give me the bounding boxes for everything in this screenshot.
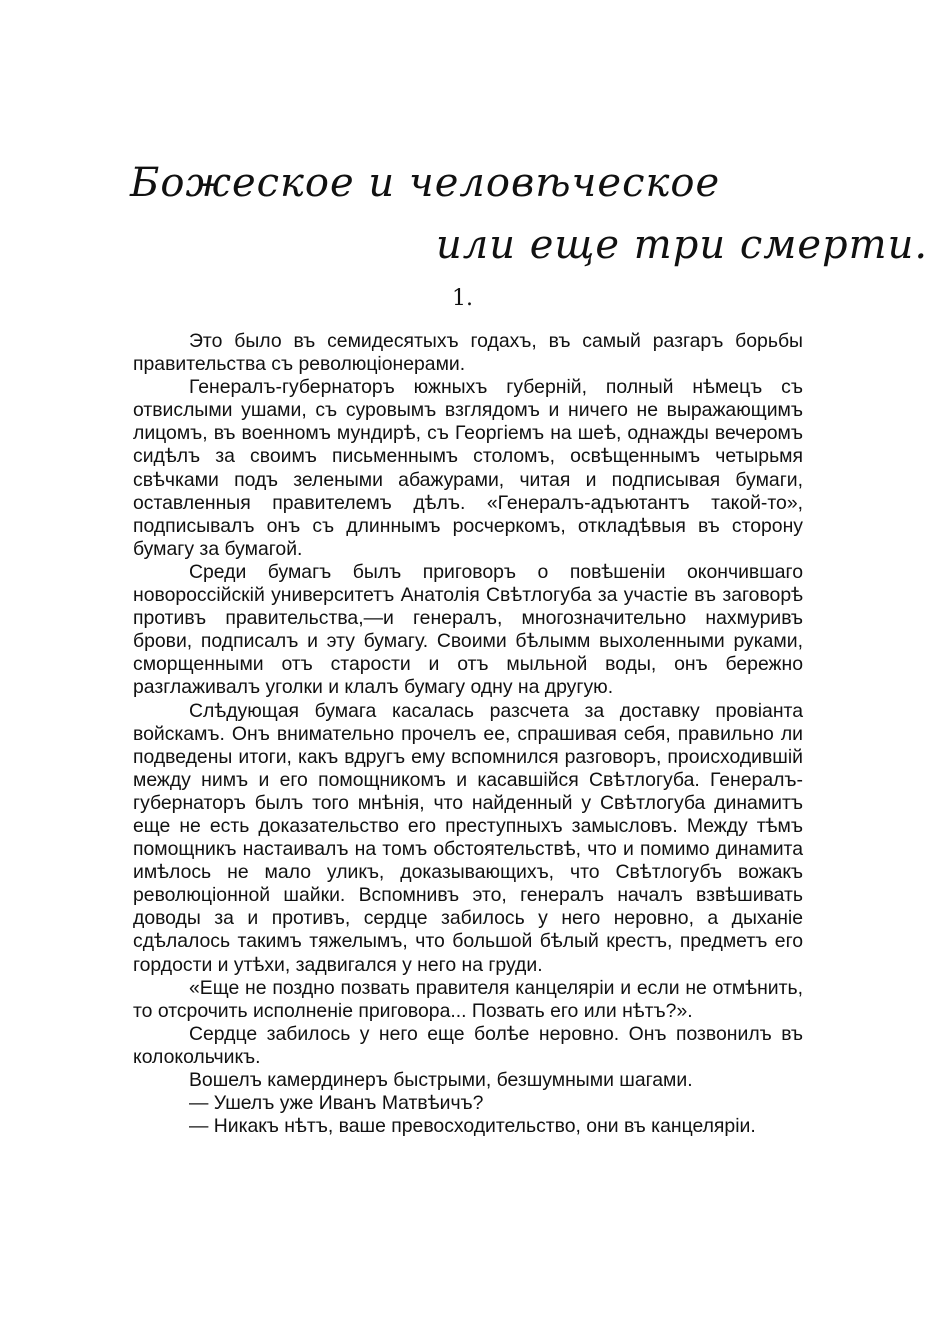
paragraph: «Еще не поздно позвать правителя канцеляріи и если не отмѣнить, то отсрочить исполненіе приговора... Позвать его или нѣтъ?». bbox=[133, 976, 803, 1022]
title-line-2: или еще три смерти. bbox=[436, 222, 929, 268]
title-line-1: Божеское и человѣческое bbox=[130, 160, 721, 206]
paragraph: Вошелъ камердинеръ быстрыми, безшумными шагами. bbox=[189, 1069, 693, 1091]
paragraph: Это было въ семидесятыхъ годахъ, въ самый разгаръ борьбы правительства съ революціонерами. bbox=[133, 330, 803, 376]
paragraph: — Ушелъ уже Иванъ Матвѣичъ? bbox=[189, 1092, 484, 1115]
paragraph: Сердце забилось у него еще болѣе неровно. Онъ позвонилъ въ колокольчикъ. bbox=[133, 1022, 803, 1068]
paragraph: Слѣдующая бумага касалась разсчета за доставку провіанта войскамъ. Онъ внимательно прочелъ ее, спрашивая себя, правильно ли подведены итоги, какъ вдругъ ему вспомнился разговоръ, происходившій между нимъ и его помощникомъ и касавшійся Свѣтлогуба. Генералъ-губернаторъ былъ того мнѣнія, что найденный у Свѣтлогуба динамитъ еще не есть доказательство его преступныхъ замысловъ. Между тѣмъ помощникъ настаивалъ на томъ обстоятельствѣ, что и помимо динамита имѣлось не мало уликъ, доказывающихъ, что Свѣтлогубъ вожакъ революціонной шайки. Вспомнивъ это, генералъ началъ взвѣшивать доводы за и противъ, сердце забилось у него неровно, а дыханіе сдѣлалось такимъ тяжелымъ, что большой бѣлый крестъ, предметъ его гордости и утѣхи, задвигался у него на груди. bbox=[133, 699, 803, 976]
paragraph: Генералъ-губернаторъ южныхъ губерній, полный нѣмецъ съ отвислыми ушами, съ суровымъ взглядомъ и ничего не выражающимъ лицомъ, въ военномъ мундирѣ, съ Георгіемъ на шеѣ, однажды вечеромъ сидѣлъ за своимъ письменнымъ столомъ, освѣщеннымъ четырьмя свѣчками подъ зелеными абажурами, читая и подписывая бумаги, оставленныя правителемъ дѣлъ. «Генералъ-адъютантъ такой-то», подписывалъ онъ съ длиннымъ росчеркомъ, откладѣвыя въ сторону бумагу за бумагой. bbox=[133, 376, 803, 560]
paragraph: Среди бумагъ былъ приговоръ о повѣшеніи окончившаго новороссійскій университетъ Анатолія Свѣтлогуба за участіе въ заговорѣ противъ правительства,—и генералъ, многозначительно нахмуривъ брови, подписалъ и эту бумагу. Своими бѣлымм выхоленными руками, сморщенными отъ старости и отъ мыльной воды, онъ бережно разглаживалъ уголки и клалъ бумагу одну на другую. bbox=[133, 560, 803, 699]
chapter-number: 1. bbox=[452, 286, 473, 311]
body-text bbox=[133, 330, 803, 1138]
paragraph: — Никакъ нѣтъ, ваше превосходительство, они въ канцеляріи. bbox=[189, 1115, 756, 1138]
